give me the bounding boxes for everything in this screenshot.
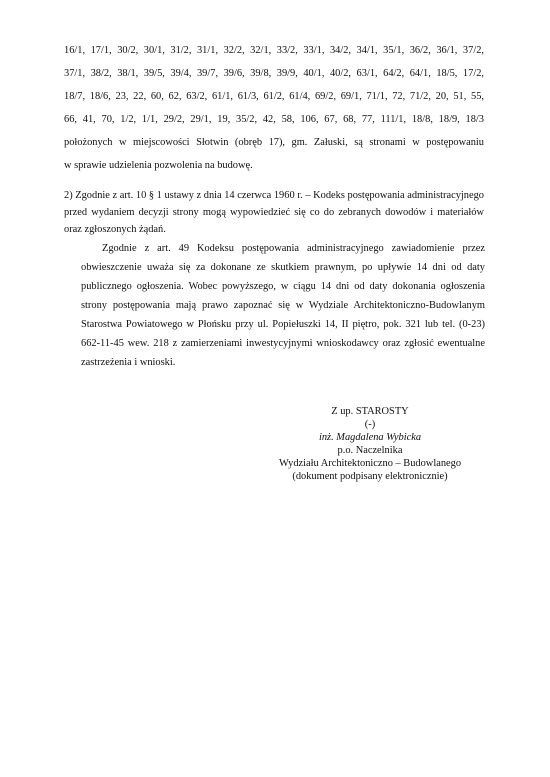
- signatory-department: Wydziału Architektoniczno – Budowlanego: [278, 458, 462, 469]
- signatory-name: inż. Magdalena Wybicka: [318, 432, 422, 443]
- signatory-role: p.o. Naczelnika: [337, 445, 403, 456]
- parcel-list-line: 18/7, 18/6, 23, 22, 60, 62, 63/2, 61/1, 61/3, 61/2, 61/4, 69/2, 69/1, 71/1, 72, 71/2, 20, 51, 55,: [64, 91, 484, 102]
- paragraph-publication-notice: [81, 239, 485, 372]
- signature-authority: Z up. STAROSTY: [331, 406, 409, 417]
- signature-block: [240, 405, 500, 483]
- publication-notice-text: Zgodnie z art. 49 Kodeksu postępowania administracyjnego zawiadomienie przez obwieszczenie uważa się za dokonane ze skutkiem prawnym, po upływie 14 dni od daty publicznego ogłoszenia. Wobec powyższego, w ciągu 14 dni od daty dokonania ogłoszenia strony postępowania mają prawo zapoznać się w Wydziale Architektoniczno-Budowlanym Starostwa Powiatowego w Płońsku przy ul. Popiełuszki 14, II piętro, pok. 321 lub tel. (0-23) 662-11-45 wew. 218 z zamierzeniami inwestycyjnymi wnioskodawcy oraz zgłosić ewentualne zastrzeżenia i wnioski.: [81, 243, 485, 368]
- parcel-list-line: 16/1, 17/1, 30/2, 30/1, 31/2, 31/1, 32/2, 32/1, 33/2, 33/1, 34/2, 34/1, 35/1, 36/2, 36/1, 37/2,: [64, 45, 484, 56]
- paragraph-rights-notice: 2) Zgodnie z art. 10 § 1 ustawy z dnia 14 czerwca 1960 r. – Kodeks postępowania administracyjnego przed wydaniem decyzji strony mogą wypowiedzieć się co do zebranych dowodów i materiałów oraz zgłoszonych żądań.: [64, 190, 484, 235]
- signature-mark: (-): [364, 419, 376, 430]
- electronic-signature-note: (dokument podpisany elektronicznie): [292, 471, 448, 482]
- subject-line: w sprawie udzielenia pozwolenia na budowę.: [64, 160, 253, 171]
- parcel-list-line: 66, 41, 70, 1/2, 1/1, 29/2, 29/1, 19, 35/2, 42, 58, 106, 67, 68, 77, 111/1, 18/8, 18/9, 18/3: [64, 114, 484, 125]
- parcel-list-line: 37/1, 38/2, 38/1, 39/5, 39/4, 39/7, 39/6, 39/8, 39/9, 40/1, 40/2, 63/1, 64/2, 64/1, 18/5, 17/2,: [64, 68, 484, 79]
- location-line: położonych w miejscowości Słotwin (obręb 17), gm. Załuski, są stronami w postępowaniu: [64, 137, 484, 148]
